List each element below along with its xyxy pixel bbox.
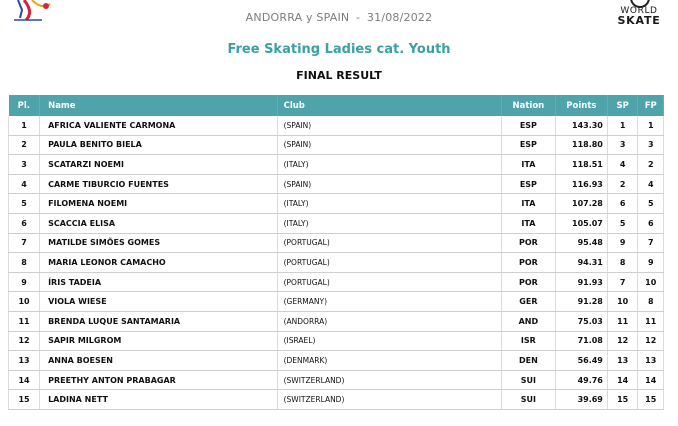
cell-sp: 6 [607, 194, 638, 214]
table-row [9, 194, 664, 214]
col-header-fp: FP [638, 95, 664, 116]
cell-name: ANNA BOESEN [40, 351, 278, 371]
col-header-club: Club [277, 95, 501, 116]
cell-sp: 2 [607, 174, 638, 194]
col-header-sp: SP [607, 95, 638, 116]
world-skate-logo-icon [608, 0, 670, 28]
table-row [9, 213, 664, 233]
cell-place: 4 [9, 174, 40, 194]
cell-sp: 4 [607, 155, 638, 175]
cell-club: (ITALY) [277, 155, 501, 175]
cell-name: MARIA LEONOR CAMACHO [40, 253, 278, 273]
cell-points: 94.31 [555, 253, 607, 273]
cell-points: 71.08 [555, 331, 607, 351]
cell-points: 56.49 [555, 351, 607, 371]
table-row [9, 135, 664, 155]
table-row [9, 253, 664, 273]
cell-name: SAPIR MILGROM [40, 331, 278, 351]
cell-points: 39.69 [555, 390, 607, 410]
table-header-row [9, 95, 664, 116]
cell-sp: 14 [607, 370, 638, 390]
cell-place: 14 [9, 370, 40, 390]
cell-place: 11 [9, 311, 40, 331]
cell-name: SCATARZI NOEMI [40, 155, 278, 175]
table-row [9, 174, 664, 194]
cell-fp: 14 [638, 370, 664, 390]
cell-sp: 9 [607, 233, 638, 253]
cell-nation: ESP [501, 116, 555, 135]
cell-club: (SPAIN) [277, 116, 501, 135]
cell-club: (ITALY) [277, 194, 501, 214]
cell-sp: 1 [607, 116, 638, 135]
cell-nation: SUI [501, 370, 555, 390]
table-row [9, 116, 664, 135]
cell-sp: 11 [607, 311, 638, 331]
cell-points: 143.30 [555, 116, 607, 135]
event-location: ANDORRA y SPAIN [245, 11, 350, 24]
event-date: 31/08/2022 [366, 11, 433, 24]
cell-nation: ESP [501, 174, 555, 194]
cell-fp: 7 [638, 233, 664, 253]
cell-name: PREETHY ANTON PRABAGAR [40, 370, 278, 390]
cell-club: (PORTUGAL) [277, 253, 501, 273]
table-row [9, 292, 664, 312]
col-header-nation: Nation [501, 95, 555, 116]
col-header-place: Pl. [9, 95, 40, 116]
results-table [8, 95, 664, 410]
cell-points: 95.48 [555, 233, 607, 253]
col-header-name: Name [40, 95, 278, 116]
cell-club: (PORTUGAL) [277, 233, 501, 253]
cell-name: BRENDA LUQUE SANTAMARIA [40, 311, 278, 331]
table-row [9, 351, 664, 371]
cell-points: 49.76 [555, 370, 607, 390]
cell-name: FILOMENA NOEMI [40, 194, 278, 214]
cell-club: (SWITZERLAND) [277, 370, 501, 390]
cell-points: 107.28 [555, 194, 607, 214]
table-row [9, 272, 664, 292]
cell-nation: AND [501, 311, 555, 331]
cell-fp: 5 [638, 194, 664, 214]
cell-points: 118.80 [555, 135, 607, 155]
cell-nation: POR [501, 272, 555, 292]
cell-sp: 12 [607, 331, 638, 351]
cell-fp: 11 [638, 311, 664, 331]
cell-points: 75.03 [555, 311, 607, 331]
cell-fp: 2 [638, 155, 664, 175]
table-row [9, 233, 664, 253]
cell-fp: 4 [638, 174, 664, 194]
table-row [9, 155, 664, 175]
cell-nation: ITA [501, 213, 555, 233]
cell-sp: 8 [607, 253, 638, 273]
cell-fp: 3 [638, 135, 664, 155]
cell-nation: ITA [501, 155, 555, 175]
cell-nation: GER [501, 292, 555, 312]
cell-nation: ISR [501, 331, 555, 351]
cell-fp: 8 [638, 292, 664, 312]
cell-nation: SUI [501, 390, 555, 410]
cell-sp: 15 [607, 390, 638, 410]
cell-club: (DENMARK) [277, 351, 501, 371]
cell-sp: 7 [607, 272, 638, 292]
cell-place: 15 [9, 390, 40, 410]
table-row [9, 390, 664, 410]
cell-fp: 13 [638, 351, 664, 371]
page-title: Free Skating Ladies cat. Youth [227, 42, 451, 57]
cell-name: CARME TIBURCIO FUENTES [40, 174, 278, 194]
cell-club: (ITALY) [277, 213, 501, 233]
cell-points: 91.28 [555, 292, 607, 312]
cell-place: 13 [9, 351, 40, 371]
cell-place: 5 [9, 194, 40, 214]
cell-place: 6 [9, 213, 40, 233]
cell-fp: 12 [638, 331, 664, 351]
cell-place: 2 [9, 135, 40, 155]
cell-place: 12 [9, 331, 40, 351]
table-row [9, 311, 664, 331]
table-row [9, 331, 664, 351]
cell-nation: ESP [501, 135, 555, 155]
cell-place: 10 [9, 292, 40, 312]
results-body [9, 116, 664, 409]
cell-sp: 5 [607, 213, 638, 233]
cell-club: (ANDORRA) [277, 311, 501, 331]
cell-nation: DEN [501, 351, 555, 371]
cell-fp: 1 [638, 116, 664, 135]
cell-club: (GERMANY) [277, 292, 501, 312]
cell-place: 9 [9, 272, 40, 292]
cell-points: 118.51 [555, 155, 607, 175]
cell-place: 7 [9, 233, 40, 253]
cell-name: MATILDE SIMÕES GOMES [40, 233, 278, 253]
cell-nation: ITA [501, 194, 555, 214]
col-header-points: Points [555, 95, 607, 116]
separator: - [356, 11, 361, 24]
cell-name: ÍRIS TADEIA [40, 272, 278, 292]
cell-nation: POR [501, 253, 555, 273]
cell-club: (SPAIN) [277, 135, 501, 155]
cell-fp: 9 [638, 253, 664, 273]
cell-fp: 10 [638, 272, 664, 292]
cell-points: 91.93 [555, 272, 607, 292]
table-row [9, 370, 664, 390]
cell-club: (ISRAEL) [277, 331, 501, 351]
cell-place: 1 [9, 116, 40, 135]
cell-club: (SWITZERLAND) [277, 390, 501, 410]
cell-club: (PORTUGAL) [277, 272, 501, 292]
brand-top-text: WORLD [620, 6, 658, 16]
cell-points: 116.93 [555, 174, 607, 194]
cell-fp: 15 [638, 390, 664, 410]
cell-name: PAULA BENITO BIELA [40, 135, 278, 155]
cell-sp: 10 [607, 292, 638, 312]
page-subtitle: FINAL RESULT [296, 69, 382, 82]
event-info [0, 11, 678, 27]
cell-place: 8 [9, 253, 40, 273]
cell-fp: 6 [638, 213, 664, 233]
cell-place: 3 [9, 155, 40, 175]
cell-club: (SPAIN) [277, 174, 501, 194]
cell-name: VIOLA WIESE [40, 292, 278, 312]
cell-name: LADINA NETT [40, 390, 278, 410]
cell-sp: 13 [607, 351, 638, 371]
cell-nation: POR [501, 233, 555, 253]
cell-sp: 3 [607, 135, 638, 155]
cell-name: AFRICA VALIENTE CARMONA [40, 116, 278, 135]
brand-bottom-text: SKATE [617, 14, 661, 27]
cell-points: 105.07 [555, 213, 607, 233]
cell-name: SCACCIA ELISA [40, 213, 278, 233]
